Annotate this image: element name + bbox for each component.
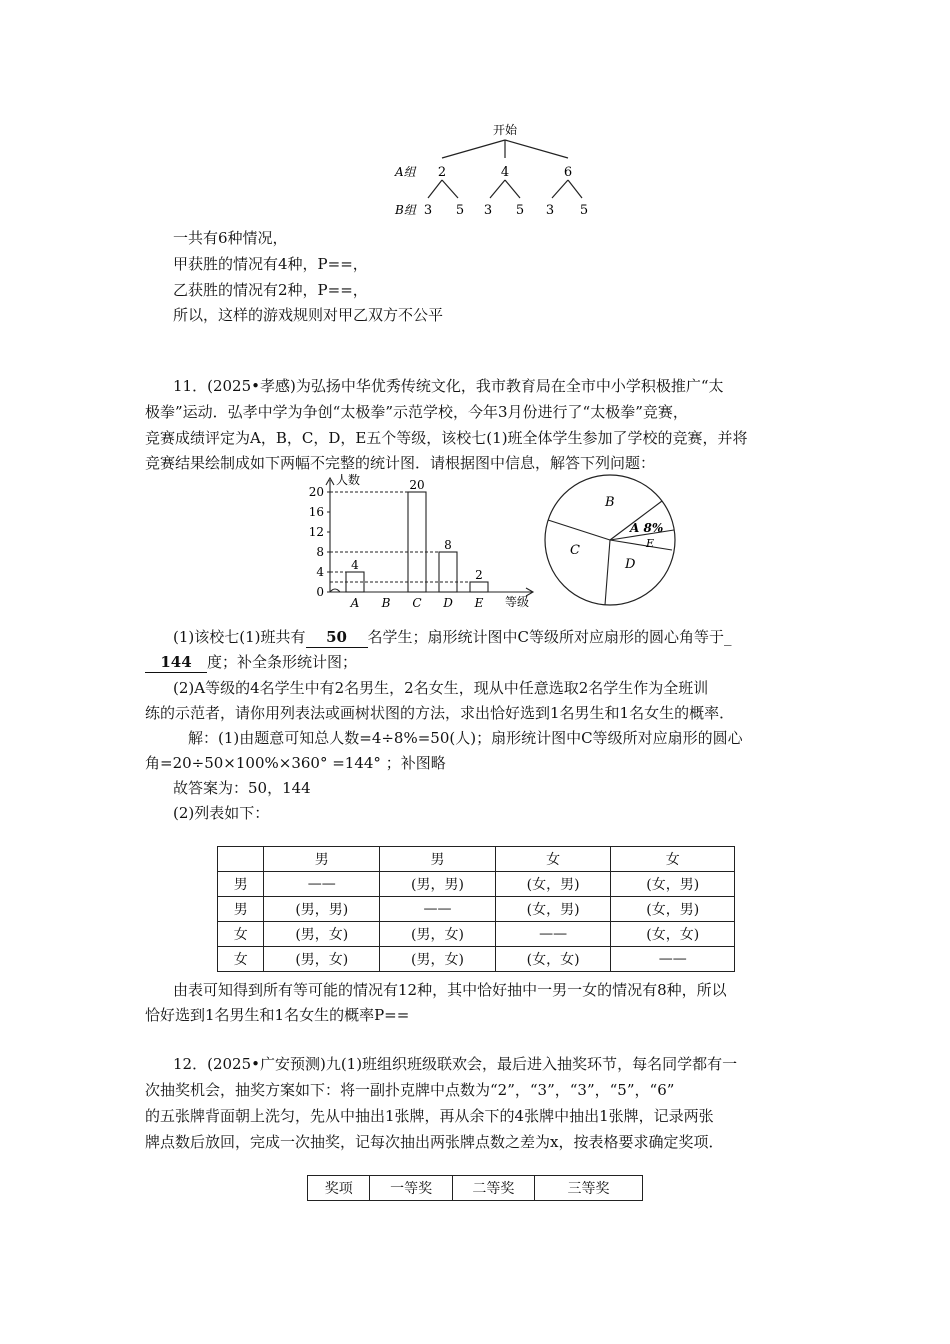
table-cell: 女	[611, 847, 735, 872]
solution-line: 所以，这样的游戏规则对甲乙双方不公平	[173, 306, 444, 324]
table-cell: 女	[495, 847, 611, 872]
tree-row-a-label: A组	[395, 165, 416, 179]
tree-a-node: 4	[500, 165, 510, 180]
table-cell: (男，女)	[380, 922, 496, 947]
q12-text: 的五张牌背面朝上洗匀，先从中抽出1张牌，再从余下的4张牌中抽出1张牌，记录两张	[145, 1107, 714, 1125]
table-header-row	[308, 1176, 643, 1201]
table-cell: 男	[264, 847, 380, 872]
table-row	[218, 947, 735, 972]
q11-solution-text: 解：(1)由题意可知总人数=4÷8%=50(人)；扇形统计图中C等级所对应扇形的圆心	[188, 729, 743, 747]
pie-chart	[540, 470, 680, 610]
q11-text: 极拳”运动．弘孝中学为争创“太极拳”示范学校，今年3月份进行了“太极拳”竞赛，	[145, 403, 688, 421]
tree-b-node: 3	[545, 203, 555, 218]
q11-solution-text: 故答案为：50，144	[173, 779, 311, 797]
table-cell: 女	[218, 947, 264, 972]
tree-a-node: 6	[563, 165, 573, 180]
pie-divider	[610, 540, 672, 550]
table-cell: (女，男)	[611, 872, 735, 897]
q11-solution-text: 角=20÷50×100%×360° =144° ；补图略	[145, 754, 446, 772]
solution-line: 乙获胜的情况有2种，P==，	[173, 281, 368, 299]
bar-D	[439, 552, 457, 592]
tree-b-node: 3	[423, 203, 433, 218]
solution-line: 一共有6种情况，	[173, 229, 288, 247]
table-row	[218, 872, 735, 897]
q12-text: 牌点数后放回，完成一次抽奖，记每次抽出两张牌点数之差为x，按表格要求确定奖项．	[145, 1133, 724, 1151]
q11-text: 竞赛成绩评定为A，B，C，D，E五个等级，该校七(1)班全体学生参加了学校的竞赛，并将	[145, 429, 748, 447]
q11-part2-text: (2)A等级的4名学生中有2名男生，2名女生，现从中任意选取2名学生作为全班训	[173, 679, 709, 697]
q11-text: 竞赛结果绘制成如下两幅不完整的统计图．请根据图中信息，解答下列问题：	[145, 454, 656, 472]
answer-blank-total: 50	[306, 627, 368, 648]
q11-part1-line1	[173, 627, 731, 648]
bar-value-label: 8	[444, 538, 452, 552]
q11-part1-text: 度；补全条形统计图；	[207, 653, 358, 671]
tree-a-node: 2	[437, 165, 447, 180]
table-cell: 二等奖	[452, 1176, 534, 1201]
tree-b-node: 5	[579, 203, 589, 218]
bar-xlabel: 等级	[505, 595, 530, 609]
table-cell: 男	[380, 847, 496, 872]
tree-b-node: 5	[455, 203, 465, 218]
q11-conclusion-text: 恰好选到1名男生和1名女生的概率P==	[145, 1006, 410, 1024]
q11-part1-text: (1)该校七(1)班共有	[173, 628, 306, 646]
bar-value-label: 4	[351, 558, 359, 572]
pie-divider	[548, 520, 610, 540]
tree-root: 开始	[492, 123, 518, 137]
bar-ylabel: 人数	[336, 473, 361, 487]
table-cell: (女，女)	[495, 947, 611, 972]
pie-label-c: C	[570, 543, 580, 558]
table-cell: 一等奖	[370, 1176, 452, 1201]
q12-text: 次抽奖机会，抽奖方案如下：将一副扑克牌中点数为“2”，“3”，“3”，“5”，“6”	[145, 1081, 675, 1099]
q11-solution-text: (2)列表如下：	[173, 804, 270, 822]
y-tick-label: 12	[308, 525, 324, 539]
table-cell: (男，女)	[264, 922, 380, 947]
category-label: D	[443, 596, 453, 610]
table-cell: ——	[380, 897, 496, 922]
category-label: A	[350, 596, 360, 610]
y-tick-label: 0	[316, 585, 324, 599]
table-cell: ——	[495, 922, 611, 947]
q12-text: 12．(2025•广安预测)九(1)班组织班级联欢会，最后进入抽奖环节，每名同学都有一	[173, 1055, 738, 1073]
table-cell: (男，女)	[264, 947, 380, 972]
prize-table	[307, 1175, 643, 1201]
bar-value-label: 2	[475, 568, 483, 582]
probability-table	[217, 846, 735, 972]
y-tick-label: 20	[308, 485, 324, 499]
table-cell: 女	[218, 922, 264, 947]
table-cell: ——	[264, 872, 380, 897]
table-cell: (女，女)	[611, 922, 735, 947]
table-cell: 男	[218, 897, 264, 922]
table-row	[218, 922, 735, 947]
table-cell	[218, 847, 264, 872]
bar-value-label: 20	[409, 478, 425, 492]
pie-divider	[605, 540, 610, 605]
q11-conclusion-text: 由表可知得到所有等可能的情况有12种，其中恰好抽中一男一女的情况有8种，所以	[173, 981, 727, 999]
table-cell: (男，女)	[380, 947, 496, 972]
solution-line: 甲获胜的情况有4种，P==，	[173, 255, 368, 273]
bar-E	[470, 582, 488, 592]
table-row	[218, 897, 735, 922]
table-cell: 奖项	[308, 1176, 370, 1201]
table-header-row	[218, 847, 735, 872]
pie-label-d: D	[625, 557, 636, 572]
table-cell: (女，男)	[611, 897, 735, 922]
bar-C	[408, 492, 426, 592]
y-tick-label: 16	[308, 505, 324, 519]
table-cell: (女，男)	[495, 872, 611, 897]
answer-blank-angle: 144	[145, 652, 207, 673]
pie-label-a: A 8%	[630, 521, 664, 535]
bar-chart	[300, 470, 545, 615]
q11-part2-text: 练的示范者，请你用列表法或画树状图的方法，求出恰好选到1名男生和1名女生的概率．	[145, 704, 735, 722]
table-cell: (男，男)	[264, 897, 380, 922]
pie-label-e: E	[646, 537, 655, 550]
y-tick-label: 4	[316, 565, 324, 579]
y-tick-label: 8	[316, 545, 324, 559]
category-label: E	[474, 596, 484, 610]
table-cell: 男	[218, 872, 264, 897]
tree-row-b-label: B组	[395, 203, 416, 217]
table-cell: (男，男)	[380, 872, 496, 897]
category-label: C	[412, 596, 422, 610]
q11-text: 11．(2025•孝感)为弘扬中华优秀传统文化，我市教育局在全市中小学积极推广“太	[173, 377, 724, 395]
category-label: B	[381, 596, 391, 610]
table-cell: ——	[611, 947, 735, 972]
table-cell: 三等奖	[535, 1176, 643, 1201]
q11-part1-line2	[145, 652, 357, 673]
pie-label-b: B	[605, 495, 615, 510]
tree-diagram	[390, 118, 610, 223]
table-cell: (女，男)	[495, 897, 611, 922]
q11-part1-text: 名学生；扇形统计图中C等级所对应扇形的圆心角等于_	[367, 628, 732, 646]
tree-b-node: 3	[483, 203, 493, 218]
tree-b-node: 5	[515, 203, 525, 218]
